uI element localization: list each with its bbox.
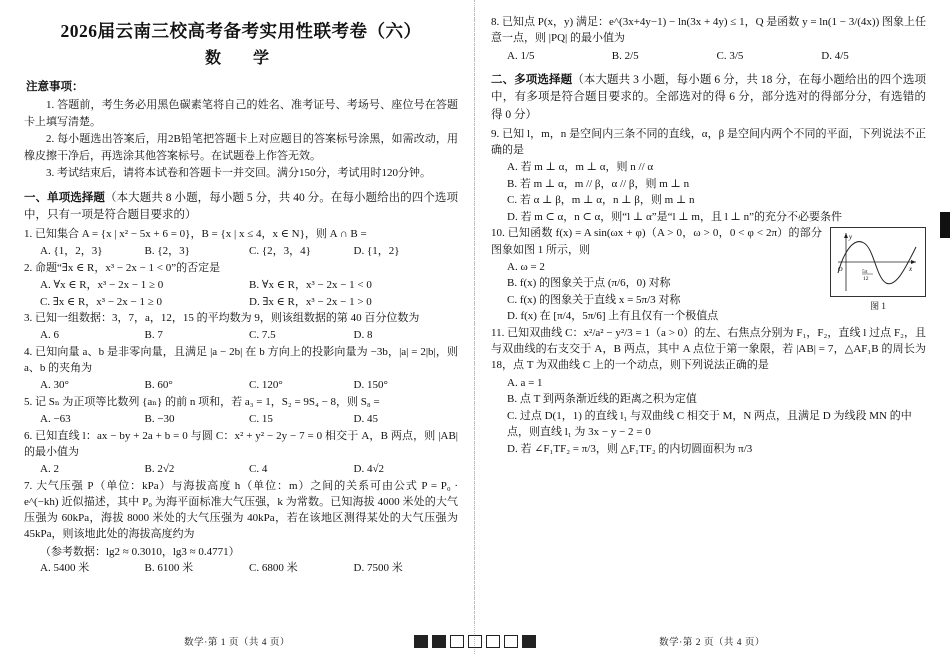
svg-text:5π: 5π	[862, 269, 868, 276]
question-7-options	[24, 560, 458, 577]
svg-text:x: x	[909, 265, 913, 274]
option-d[interactable]: D. 4√2	[353, 463, 384, 476]
section-heading-bold: 一、单项选择题	[24, 191, 105, 204]
section-heading-rest: （本大题共 3 小题，每小题 6 分，共 18 分，在每小题给出的四个选项中，有多项是符合题目要求的。全部选对的得 6 分，部分选对的得部分分，有选错的得 0 分）	[491, 74, 927, 121]
question-1-options	[24, 243, 458, 260]
option-d[interactable]: D. 45	[353, 413, 378, 426]
barcode-block	[414, 635, 428, 648]
option-a[interactable]: A. ∀x ∈ R，x³ − 2x − 1 ≥ 0	[40, 279, 164, 292]
option-d[interactable]: D. f(x) 在 [π/4，5π/6] 上有且仅有一个极值点	[507, 310, 719, 323]
question-11-option-c	[491, 408, 926, 441]
question-stem: 记 Sₙ 为正项等比数列 {aₙ} 的前 n 项和，若 a₃ = 1，S₂ = 9S₄ − 8，则 S₈ =	[35, 395, 380, 408]
option-c[interactable]: C. 120°	[249, 379, 283, 392]
page-title: 2026届云南三校高考备考实用性联考卷（六）	[60, 21, 422, 41]
question-stem: 已知向量 a、b 是非零向量，且满足 |a − 2b| 在 b 方向上的投影向量为 −3b，|a| = 2|b|，则 a、b 的夹角为	[24, 345, 459, 375]
question-10-figure-wrap	[830, 225, 926, 312]
option-d[interactable]: D. {1，2}	[353, 245, 400, 258]
question-5	[24, 394, 458, 410]
option-a[interactable]: A. 5400 米	[40, 562, 90, 575]
option-d[interactable]: D. 8	[353, 329, 373, 342]
section-heading-multi-choice	[491, 72, 926, 124]
question-4-options	[24, 377, 458, 394]
option-a[interactable]: A. 6	[40, 329, 59, 342]
svg-text:y: y	[849, 233, 853, 242]
svg-text:12: 12	[863, 276, 869, 283]
note-item: 1. 答题前，考生务必用黑色碳素笔将自己的姓名、准考证号、考场号、座位号在答题卡上填写清楚。	[24, 99, 458, 128]
question-number: 5.	[24, 395, 33, 408]
question-7	[24, 478, 458, 543]
option-a[interactable]: A. ω = 2	[507, 260, 545, 273]
question-9-option-b	[491, 176, 926, 193]
question-number: 7.	[24, 479, 33, 492]
section-heading-single-choice	[24, 190, 458, 225]
question-10-figure	[830, 227, 926, 297]
question-10-option-b	[491, 275, 822, 292]
option-a[interactable]: A. −63	[40, 413, 71, 426]
sine-curve-graph	[832, 229, 920, 295]
option-b[interactable]: B. 6100 米	[144, 562, 194, 575]
option-a[interactable]: A. 2	[40, 463, 59, 476]
left-page-column	[0, 0, 474, 654]
question-9-option-d	[491, 209, 926, 226]
question-stem: 已知直线 l：ax − by + 2a + b = 0 与圆 C：x² + y² − 2y − 7 = 0 相交于 A，B 两点，则 |AB| 的最小值为	[24, 429, 458, 458]
option-a[interactable]: A. {1，2，3}	[40, 245, 103, 258]
option-d[interactable]: D. 4/5	[821, 49, 849, 62]
option-c[interactable]: C. 4	[249, 463, 268, 476]
question-number: 2.	[24, 261, 33, 274]
question-11-option-d	[491, 441, 926, 458]
question-3	[24, 310, 458, 326]
question-5-options	[24, 411, 458, 428]
question-11-option-a	[491, 375, 926, 392]
question-9-option-a	[491, 159, 926, 176]
question-stem: 已知 l，m，n 是空间内三条不同的直线，α，β 是空间内两个不同的平面，下列说法不正确的是	[491, 127, 926, 157]
option-a[interactable]: A. 30°	[40, 379, 69, 392]
question-number: 1.	[24, 228, 33, 240]
barcode-block	[504, 635, 518, 648]
question-number: 8.	[491, 16, 500, 28]
option-c[interactable]: C. 6800 米	[249, 562, 298, 575]
subject-title: 数 学	[204, 50, 277, 67]
option-a[interactable]: A. a = 1	[507, 376, 543, 389]
question-11	[491, 325, 926, 374]
option-b[interactable]: B. 2/5	[611, 49, 639, 62]
question-9	[491, 126, 926, 159]
option-d[interactable]: D. 7500 米	[353, 562, 403, 575]
question-10-option-d	[491, 308, 822, 325]
note-item: 3. 考试结束后，请将本试卷和答题卡一并交回。满分150分，考试用时120分钟。	[46, 167, 431, 179]
svg-text:O: O	[838, 266, 843, 274]
option-b[interactable]: B. 7	[144, 329, 163, 342]
question-2	[24, 260, 458, 276]
question-stem: 已知集合 A = {x | x² − 5x + 6 = 0}，B = {x | x ≤ 4，x ∈ N}，则 A ∩ B =	[35, 228, 367, 240]
option-c[interactable]: C. 3/5	[716, 49, 744, 62]
option-b[interactable]: B. −30	[144, 413, 175, 426]
section-heading-bold: 二、多项选择题	[491, 74, 573, 87]
question-11-option-b	[491, 391, 926, 408]
question-stem: 大气压强 P（单位：kPa）与海拔高度 h（单位：m）之间的关系可由公式 P = P₀ · e^(−kh) 近似描述，其中 P₀ 为海平面标准大气压强，k 为常数。已知海拔 4000 米处的大气压强为 60kPa，海拔 8000 米处的大气压强为 40kPa，若在该地区测得某处的大气压强为 45kPa，则该地此处的海拔高度约为	[24, 479, 459, 541]
question-number: 6.	[24, 429, 33, 442]
question-number: 10.	[491, 227, 505, 240]
right-page-column	[474, 0, 950, 654]
option-d[interactable]: D. 150°	[353, 379, 388, 392]
option-a[interactable]: A. 1/5	[507, 49, 535, 62]
question-stem: 已知函数 f(x) = A sin(ωx + φ)（A > 0，ω > 0，0 < φ < 2π）的部分图象如图 1 所示，则	[491, 227, 823, 256]
question-stem: 已知双曲线 C：x²/a² − y²/3 = 1（a > 0）的左、右焦点分别为 F₁，F₂，直线 l 过点 F₂，且与双曲线的右支交于 A，B 两点，其中 A 点位于第一象限，若 |AB| = 7，△AF₁B 的周长为 18，点 T 为双曲线 C 上的一个动点，则下列说法正确的是	[491, 326, 927, 372]
notes-heading: 注意事项：	[26, 81, 84, 93]
option-c[interactable]: C. 15	[249, 413, 273, 426]
question-7-reference-data: （参考数据：lg2 ≈ 0.3010，lg3 ≈ 0.4771）	[40, 545, 240, 558]
page-barcode	[414, 635, 536, 648]
barcode-block	[522, 635, 536, 648]
question-6-options	[24, 461, 458, 478]
barcode-block	[468, 635, 482, 648]
option-c[interactable]: C. 7.5	[249, 329, 276, 342]
option-c[interactable]: C. ∃x ∈ R，x³ − 2x − 1 ≥ 0	[40, 295, 163, 308]
option-a[interactable]: A. 若 m ⊥ α，m ⊥ α，则 n // α	[507, 161, 654, 174]
question-stem: 已知一组数据：3，7，a，12，15 的平均数为 9，则该组数据的第 40 百分位数为	[35, 312, 420, 325]
question-number: 11.	[491, 326, 505, 339]
question-stem: 命题“∃x ∈ R，x³ − 2x − 1 < 0”的否定是	[35, 261, 221, 274]
question-2-options-row2	[24, 294, 458, 311]
footer-left: 数学·第 1 页（共 4 页）	[184, 638, 290, 648]
option-b[interactable]: B. 2√2	[144, 463, 175, 476]
option-c[interactable]: C. 若 α ⊥ β，m ⊥ α，n ⊥ β，则 m ⊥ n	[507, 194, 695, 207]
footer-right: 数学·第 2 页（共 4 页）	[659, 638, 765, 648]
question-10-figure-caption: 图 1	[870, 301, 886, 312]
question-2-options-row1	[24, 277, 458, 294]
option-b[interactable]: B. 若 m ⊥ α，m // β，α // β，则 m ⊥ n	[507, 177, 690, 190]
question-8-options	[491, 48, 926, 65]
option-b[interactable]: B. 点 T 到两条渐近线的距离之积为定值	[507, 393, 697, 406]
barcode-block	[450, 635, 464, 648]
question-3-options	[24, 327, 458, 344]
question-number: 4.	[24, 345, 33, 358]
question-6	[24, 428, 458, 461]
question-number: 9.	[491, 127, 500, 140]
note-item: 2. 每小题选出答案后，用2B铅笔把答题卡上对应题目的答案标号涂黑，如需改动，用橡皮擦干净后，再选涂其他答案标号。在试题卷上作答无效。	[24, 133, 458, 162]
question-1	[24, 226, 458, 242]
section-heading-rest: （本大题共 8 小题，每小题 5 分，共 40 分。在每小题给出的四个选项中，只有一项是符合题目要求的）	[24, 191, 459, 221]
question-8	[491, 14, 926, 47]
question-10-option-c	[491, 292, 822, 309]
question-stem: 已知点 P(x，y) 满足：e^(3x+4y−1) − ln(3x + 4y) ≤ 1，Q 是函数 y = ln(1 − 3/(4x)) 图象上任意一点，则 |PQ| 的最小值为	[491, 16, 927, 45]
question-4	[24, 344, 458, 377]
barcode-block	[486, 635, 500, 648]
option-b[interactable]: B. 60°	[144, 379, 173, 392]
option-c[interactable]: C. {2，3，4}	[249, 245, 311, 258]
question-number: 3.	[24, 312, 33, 325]
option-d[interactable]: D. ∃x ∈ R，x³ − 2x − 1 > 0	[249, 295, 372, 308]
barcode-block	[432, 635, 446, 648]
option-d[interactable]: D. 若 m ⊂ α，n ⊂ α，则“l ⊥ α”是“l ⊥ m，且 l ⊥ n”的充分不必要条件	[507, 210, 843, 223]
option-d[interactable]: D. 若 ∠F₁TF₂ = π/3，则 △F₁TF₂ 的内切圆面积为 π/3	[507, 442, 753, 455]
question-9-option-c	[491, 192, 926, 209]
question-10-option-a	[491, 259, 822, 276]
option-b[interactable]: B. f(x) 的图象关于点 (π/6，0) 对称	[507, 277, 671, 290]
option-b[interactable]: B. ∀x ∈ R，x³ − 2x − 1 < 0	[249, 279, 372, 292]
option-c[interactable]: C. 过点 D(1，1) 的直线 l₁ 与双曲线 C 相交于 M，N 两点，且满足 D 为线段 MN 的中点，则直线 l₁ 为 3x − y − 2 = 0	[507, 409, 912, 439]
option-b[interactable]: B. {2，3}	[144, 245, 190, 258]
option-c[interactable]: C. f(x) 的图象关于直线 x = 5π/3 对称	[507, 293, 681, 306]
